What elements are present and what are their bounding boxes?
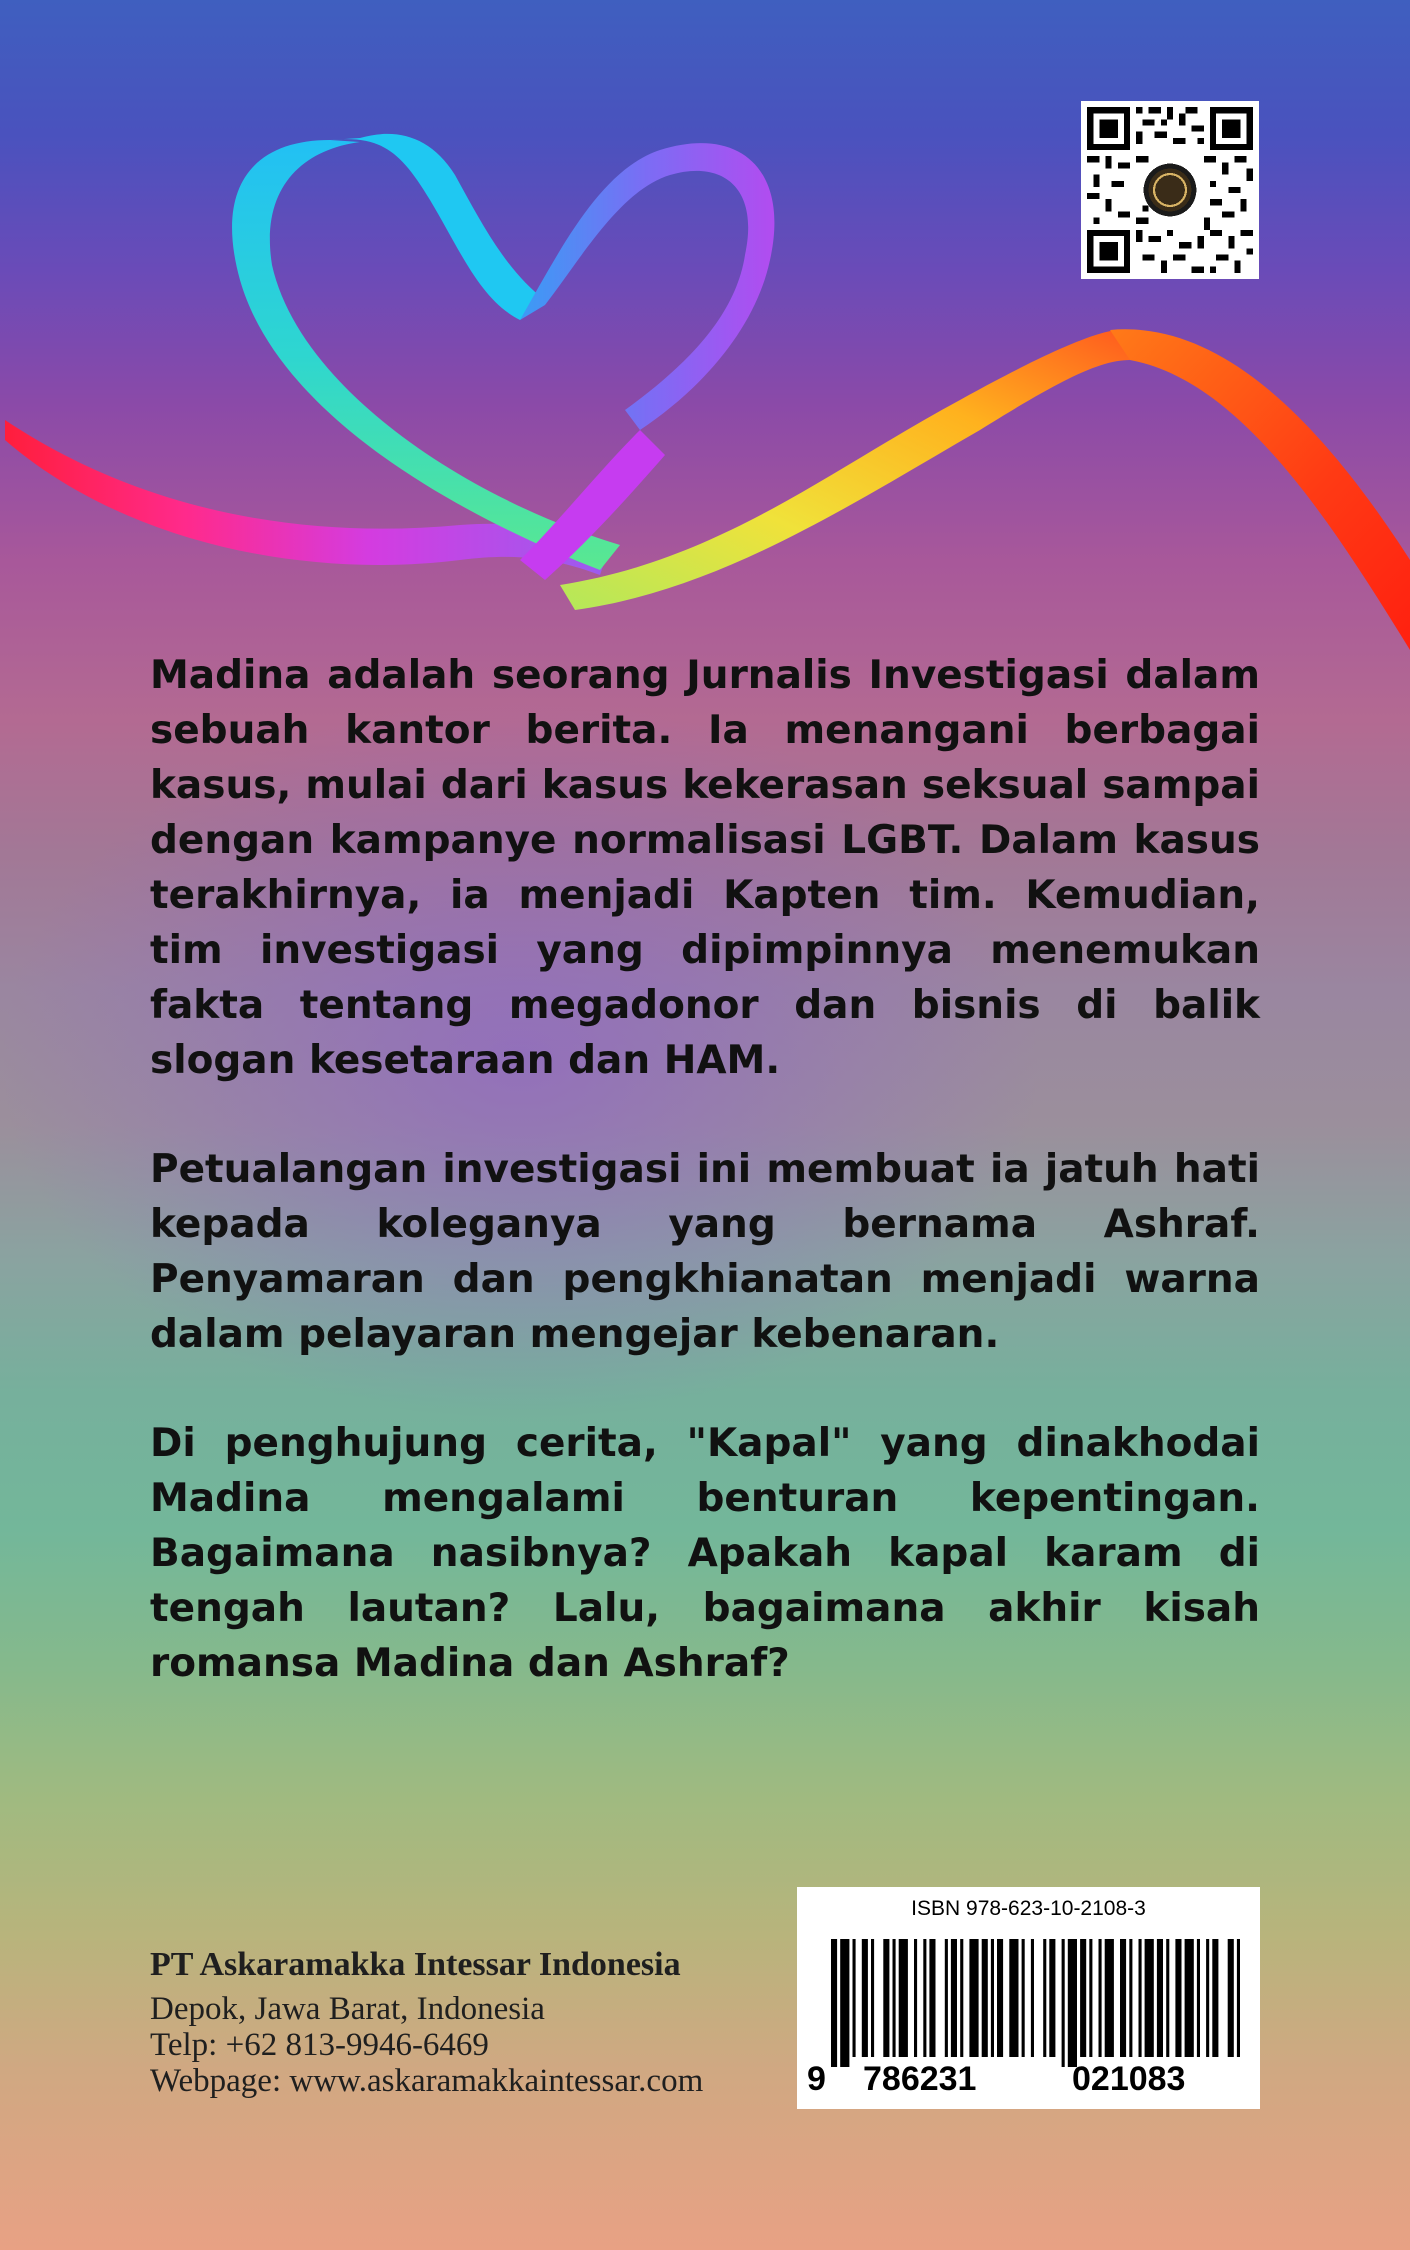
barcode-bar <box>1175 1939 1181 2057</box>
barcode-bar <box>871 1939 874 2057</box>
barcode-digits-right: 021083 <box>1072 2060 1186 2098</box>
barcode-bar <box>951 1939 957 2057</box>
barcode-bar <box>1157 1939 1163 2057</box>
barcode-bar <box>853 1939 856 2057</box>
barcode-bar <box>840 1939 849 2067</box>
barcode-bar <box>1049 1939 1055 2057</box>
blurb-text <box>150 648 1260 1745</box>
barcode-bar <box>945 1939 948 2057</box>
barcode-bar <box>1009 1939 1018 2057</box>
barcode-bar <box>831 1939 837 2067</box>
barcode-bar <box>982 1939 988 2057</box>
barcode-bar <box>1212 1939 1218 2057</box>
barcode-bar <box>1105 1939 1114 2057</box>
barcode-bar <box>929 1939 935 2057</box>
barcode-bar <box>1129 1939 1132 2057</box>
barcode-bar <box>1228 1939 1234 2057</box>
barcode-bar <box>1120 1939 1126 2057</box>
barcode-bar <box>1206 1939 1209 2057</box>
barcode-bar <box>862 1939 868 2057</box>
qr-code-icon <box>1081 101 1259 279</box>
barcode-bar <box>969 1939 978 2057</box>
blurb-paragraph-1: Madina adalah seorang Jurnalis Investigasi dalam sebuah kantor berita. Ia menangani berbagai kasus, mulai dari kasus kekerasan seksual sampai dengan kampanye normalisasi LGBT. Dalam kasus terakhirnya, ia menjadi Kapten tim. Kemudian, tim investigasi yang dipimpinnya menemukan fakta tentang megadonor dan bisnis di balik slogan kesetaraan dan HAM. <box>150 653 1260 1083</box>
barcode-bar <box>899 1939 908 2057</box>
barcode-bar <box>1089 1939 1092 2057</box>
barcode-bar <box>1062 1939 1065 2067</box>
publisher-phone: Telp: +62 813-9946-6469 <box>150 2027 489 2063</box>
barcode-bar <box>1022 1939 1025 2057</box>
barcode-bar <box>1185 1939 1194 2057</box>
barcode-bar <box>1043 1939 1046 2057</box>
barcode-bar <box>960 1939 963 2057</box>
barcode-bar <box>1068 1939 1077 2067</box>
barcode-bar <box>1099 1939 1102 2057</box>
blurb-paragraph-3: Di penghujung cerita, "Kapal" yang dinakhodai Madina mengalami benturan kepentingan. Bagaimana nasibnya? Apakah kapal karam di tengah lautan? Lalu, bagaimana akhir kisah romansa Madina dan Ashraf? <box>150 1421 1260 1686</box>
blurb-paragraph-2: Petualangan investigasi ini membuat ia jatuh hati kepada koleganya yang bernama Ashraf. Penyamaran dan pengkhianatan menjadi warna dalam pelayaran mengejar kebenaran. <box>150 1147 1260 1357</box>
barcode-bar <box>914 1939 917 2057</box>
isbn-barcode <box>797 1887 1260 2109</box>
isbn-label: ISBN 978-623-10-2108-3 <box>911 1897 1146 1920</box>
barcode-bar <box>1145 1939 1154 2057</box>
barcode-bar <box>1080 1939 1086 2057</box>
barcode-bar <box>1237 1939 1240 2057</box>
barcode-digit-first: 9 <box>807 2060 826 2098</box>
barcode-bar <box>923 1939 926 2057</box>
barcode-bar <box>1139 1939 1142 2057</box>
barcode-digits-left: 786231 <box>863 2060 977 2098</box>
publisher-address: Depok, Jawa Barat, Indonesia <box>150 1991 545 2027</box>
publisher-website[interactable]: Webpage: www.askaramakkaintessar.com <box>150 2063 704 2099</box>
publisher-name: PT Askaramakka Intessar Indonesia <box>150 1946 681 1983</box>
barcode-bar <box>991 1939 994 2057</box>
publisher-info <box>150 1943 790 2099</box>
barcode-bar <box>1031 1939 1034 2057</box>
barcode-bar <box>893 1939 896 2057</box>
barcode-bar <box>1197 1939 1200 2057</box>
barcode-bar <box>1166 1939 1169 2057</box>
barcode-bar <box>883 1939 889 2057</box>
barcode-bar <box>997 1939 1003 2057</box>
